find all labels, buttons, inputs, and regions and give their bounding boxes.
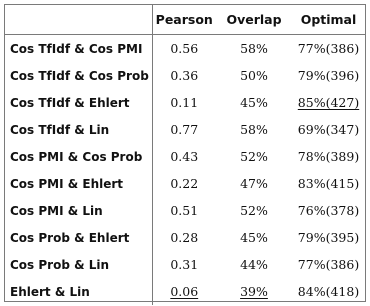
overlap-value: 45% [240, 95, 268, 110]
row-pair-label: Cos TfIdf & Ehlert [5, 89, 152, 116]
optimal-value-underlined: 85%(427) [297, 95, 360, 110]
table-row [5, 251, 365, 278]
pearson-value: 0.51 [170, 203, 199, 218]
overlap-value: 58% [240, 122, 268, 137]
pearson-value: 0.43 [170, 149, 199, 164]
overlap-value-underlined: 39% [240, 284, 268, 299]
row-pair-label: Cos TfIdf & Lin [5, 116, 152, 143]
optimal-value: 84%(418) [297, 284, 360, 299]
pearson-value: 0.28 [170, 230, 199, 245]
table-row [5, 62, 365, 89]
header-pearson: Pearson [152, 5, 216, 35]
optimal-value: 78%(389) [297, 149, 360, 164]
optimal-value: 79%(396) [297, 68, 360, 83]
pearson-value: 0.36 [170, 68, 199, 83]
header-overlap: Overlap [216, 5, 292, 35]
pearson-value: 0.11 [170, 95, 199, 110]
optimal-value: 83%(415) [297, 176, 360, 191]
header-row [5, 5, 365, 35]
pearson-value: 0.56 [170, 41, 199, 56]
row-pair-label: Ehlert & Lin [5, 278, 152, 305]
optimal-value: 77%(386) [297, 257, 360, 272]
optimal-value: 69%(347) [297, 122, 360, 137]
pearson-value: 0.77 [170, 122, 199, 137]
comparison-table-frame [4, 4, 366, 302]
table-row [5, 170, 365, 197]
pearson-value-min [152, 278, 216, 305]
pearson-value: 0.22 [170, 176, 199, 191]
row-pair-label: Cos Prob & Ehlert [5, 224, 152, 251]
row-pair-label: Cos Prob & Lin [5, 251, 152, 278]
optimal-value: 79%(395) [297, 230, 360, 245]
pearson-value-underlined: 0.06 [170, 284, 199, 299]
table-row [5, 89, 365, 116]
optimal-value: 77%(386) [297, 41, 360, 56]
overlap-value: 45% [240, 230, 268, 245]
overlap-value: 47% [240, 176, 268, 191]
table-row [5, 197, 365, 224]
row-pair-label: Cos PMI & Cos Prob [5, 143, 152, 170]
table-row [5, 224, 365, 251]
table-row [5, 35, 365, 63]
overlap-value-min [216, 278, 292, 305]
optimal-value: 76%(378) [297, 203, 360, 218]
header-optimal: Optimal [292, 5, 365, 35]
overlap-value: 44% [240, 257, 268, 272]
overlap-value: 58% [240, 41, 268, 56]
comparison-table [5, 5, 365, 305]
row-pair-label: Cos TfIdf & Cos PMI [5, 35, 152, 63]
table-row [5, 116, 365, 143]
row-pair-label: Cos PMI & Lin [5, 197, 152, 224]
row-pair-label: Cos TfIdf & Cos Prob [5, 62, 152, 89]
table-row [5, 143, 365, 170]
overlap-value: 50% [240, 68, 268, 83]
table-row [5, 278, 365, 305]
pearson-value: 0.31 [170, 257, 199, 272]
overlap-value: 52% [240, 149, 268, 164]
optimal-value-max [292, 89, 365, 116]
overlap-value: 52% [240, 203, 268, 218]
header-corner-cell [5, 5, 152, 35]
row-pair-label: Cos PMI & Ehlert [5, 170, 152, 197]
